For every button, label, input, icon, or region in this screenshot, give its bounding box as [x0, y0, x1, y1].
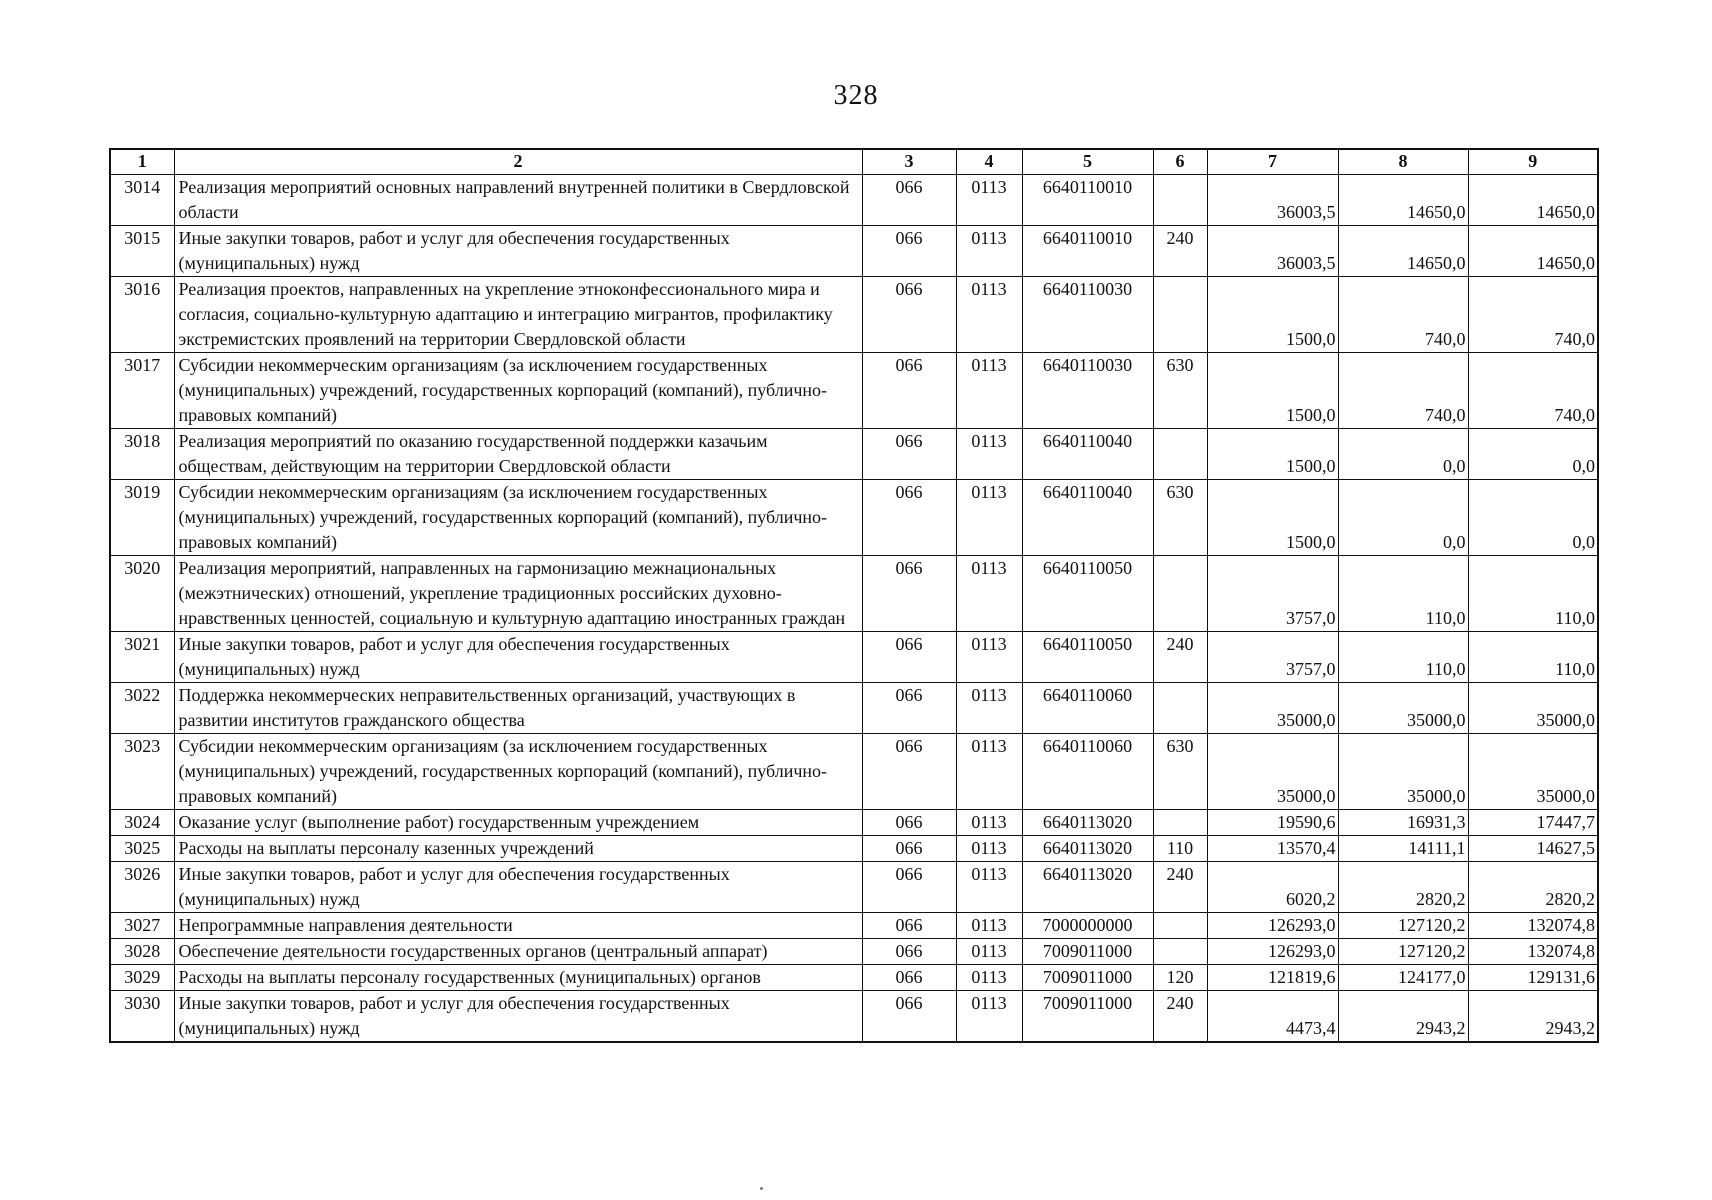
table-row	[110, 353, 1598, 429]
ministry-code: 066	[862, 734, 956, 810]
expense-type-code: 110	[1153, 836, 1207, 862]
amount-col-9: 129131,6	[1468, 965, 1598, 991]
row-number: 3020	[110, 556, 174, 632]
section-code: 0113	[956, 810, 1022, 836]
amount-col-9: 14627,5	[1468, 836, 1598, 862]
table-row	[110, 480, 1598, 556]
row-number: 3027	[110, 913, 174, 939]
amount-col-8: 127120,2	[1338, 939, 1468, 965]
target-article-code: 6640113020	[1022, 836, 1153, 862]
row-number: 3028	[110, 939, 174, 965]
table-row	[110, 862, 1598, 913]
target-article-code: 6640110010	[1022, 175, 1153, 226]
table-row	[110, 810, 1598, 836]
row-description: Оказание услуг (выполнение работ) государственным учреждением	[174, 810, 862, 836]
expense-type-code: 240	[1153, 632, 1207, 683]
expense-type-code	[1153, 683, 1207, 734]
expense-type-code: 240	[1153, 862, 1207, 913]
ministry-code: 066	[862, 862, 956, 913]
amount-col-9: 35000,0	[1468, 683, 1598, 734]
amount-col-7: 36003,5	[1207, 175, 1338, 226]
row-number: 3015	[110, 226, 174, 277]
expense-type-code: 630	[1153, 353, 1207, 429]
section-code: 0113	[956, 480, 1022, 556]
amount-col-9: 0,0	[1468, 429, 1598, 480]
table-row	[110, 836, 1598, 862]
target-article-code: 6640110040	[1022, 480, 1153, 556]
ministry-code: 066	[862, 965, 956, 991]
row-description: Непрограммные направления деятельности	[174, 913, 862, 939]
target-article-code: 6640110010	[1022, 226, 1153, 277]
row-number: 3016	[110, 277, 174, 353]
amount-col-7: 126293,0	[1207, 939, 1338, 965]
amount-col-9: 132074,8	[1468, 939, 1598, 965]
expense-type-code: 630	[1153, 734, 1207, 810]
amount-col-8: 2943,2	[1338, 991, 1468, 1043]
target-article-code: 6640110060	[1022, 734, 1153, 810]
table-row	[110, 277, 1598, 353]
expense-type-code	[1153, 277, 1207, 353]
amount-col-7: 121819,6	[1207, 965, 1338, 991]
row-description: Реализация мероприятий основных направлений внутренней политики в Свердловской области	[174, 175, 862, 226]
amount-col-7: 35000,0	[1207, 734, 1338, 810]
row-description: Реализация мероприятий, направленных на гармонизацию межнациональных (межэтнических) отношений, укрепление традиционных российских духовно-нравственных ценностей, социальную и культурную адаптацию иностранных граждан	[174, 556, 862, 632]
table-row	[110, 556, 1598, 632]
row-description: Реализация мероприятий по оказанию государственной поддержки казачьим обществам, действующим на территории Свердловской области	[174, 429, 862, 480]
row-number: 3026	[110, 862, 174, 913]
amount-col-7: 1500,0	[1207, 480, 1338, 556]
section-code: 0113	[956, 939, 1022, 965]
amount-col-9: 2943,2	[1468, 991, 1598, 1043]
expense-type-code: 240	[1153, 991, 1207, 1043]
row-description: Субсидии некоммерческим организациям (за исключением государственных (муниципальных) учреждений, государственных корпораций (компаний), публично-правовых компаний)	[174, 734, 862, 810]
amount-col-9: 2820,2	[1468, 862, 1598, 913]
ministry-code: 066	[862, 353, 956, 429]
target-article-code: 6640113020	[1022, 810, 1153, 836]
expense-type-code: 240	[1153, 226, 1207, 277]
section-code: 0113	[956, 556, 1022, 632]
row-description: Иные закупки товаров, работ и услуг для обеспечения государственных (муниципальных) нужд	[174, 862, 862, 913]
section-code: 0113	[956, 226, 1022, 277]
amount-col-9: 17447,7	[1468, 810, 1598, 836]
table-row	[110, 991, 1598, 1043]
row-number: 3017	[110, 353, 174, 429]
row-description: Расходы на выплаты персоналу государственных (муниципальных) органов	[174, 965, 862, 991]
scan-artifact-dot	[760, 1187, 763, 1190]
section-code: 0113	[956, 862, 1022, 913]
target-article-code: 6640110040	[1022, 429, 1153, 480]
expense-type-code: 120	[1153, 965, 1207, 991]
row-description: Поддержка некоммерческих неправительственных организаций, участвующих в развитии институтов гражданского общества	[174, 683, 862, 734]
row-description: Реализация проектов, направленных на укрепление этноконфессионального мира и согласия, социально-культурную адаптацию и интеграцию мигрантов, профилактику экстремистских проявлений на территории Свердловской области	[174, 277, 862, 353]
amount-col-7: 6020,2	[1207, 862, 1338, 913]
amount-col-7: 19590,6	[1207, 810, 1338, 836]
row-description: Расходы на выплаты персоналу казенных учреждений	[174, 836, 862, 862]
table-row	[110, 913, 1598, 939]
expense-type-code	[1153, 913, 1207, 939]
amount-col-9: 740,0	[1468, 353, 1598, 429]
section-code: 0113	[956, 991, 1022, 1043]
expense-type-code	[1153, 939, 1207, 965]
table-row	[110, 683, 1598, 734]
ministry-code: 066	[862, 991, 956, 1043]
amount-col-8: 0,0	[1338, 429, 1468, 480]
amount-col-9: 14650,0	[1468, 175, 1598, 226]
col-header-7: 7	[1207, 149, 1338, 175]
amount-col-7: 3757,0	[1207, 632, 1338, 683]
col-header-9: 9	[1468, 149, 1598, 175]
target-article-code: 6640110030	[1022, 353, 1153, 429]
amount-col-8: 110,0	[1338, 556, 1468, 632]
col-header-1: 1	[110, 149, 174, 175]
amount-col-9: 14650,0	[1468, 226, 1598, 277]
col-header-2: 2	[174, 149, 862, 175]
ministry-code: 066	[862, 226, 956, 277]
amount-col-7: 3757,0	[1207, 556, 1338, 632]
amount-col-9: 110,0	[1468, 632, 1598, 683]
col-header-6: 6	[1153, 149, 1207, 175]
target-article-code: 7009011000	[1022, 991, 1153, 1043]
amount-col-8: 740,0	[1338, 277, 1468, 353]
target-article-code: 6640110050	[1022, 556, 1153, 632]
amount-col-8: 2820,2	[1338, 862, 1468, 913]
expense-type-code	[1153, 810, 1207, 836]
amount-col-8: 740,0	[1338, 353, 1468, 429]
row-description: Иные закупки товаров, работ и услуг для обеспечения государственных (муниципальных) нужд	[174, 991, 862, 1043]
amount-col-7: 13570,4	[1207, 836, 1338, 862]
amount-col-7: 4473,4	[1207, 991, 1338, 1043]
row-description: Обеспечение деятельности государственных органов (центральный аппарат)	[174, 939, 862, 965]
target-article-code: 6640110060	[1022, 683, 1153, 734]
amount-col-7: 1500,0	[1207, 277, 1338, 353]
row-number: 3014	[110, 175, 174, 226]
ministry-code: 066	[862, 556, 956, 632]
expense-type-code	[1153, 175, 1207, 226]
target-article-code: 7000000000	[1022, 913, 1153, 939]
section-code: 0113	[956, 632, 1022, 683]
amount-col-8: 0,0	[1338, 480, 1468, 556]
row-description: Субсидии некоммерческим организациям (за исключением государственных (муниципальных) учреждений, государственных корпораций (компаний), публично-правовых компаний)	[174, 353, 862, 429]
section-code: 0113	[956, 175, 1022, 226]
row-number: 3018	[110, 429, 174, 480]
section-code: 0113	[956, 277, 1022, 353]
expense-type-code	[1153, 556, 1207, 632]
row-number: 3029	[110, 965, 174, 991]
target-article-code: 6640110050	[1022, 632, 1153, 683]
budget-table	[109, 148, 1599, 1043]
table-body	[110, 175, 1598, 1043]
amount-col-8: 14650,0	[1338, 175, 1468, 226]
table-row	[110, 965, 1598, 991]
target-article-code: 7009011000	[1022, 939, 1153, 965]
col-header-4: 4	[956, 149, 1022, 175]
amount-col-7: 36003,5	[1207, 226, 1338, 277]
amount-col-8: 35000,0	[1338, 734, 1468, 810]
table-row	[110, 429, 1598, 480]
amount-col-8: 14111,1	[1338, 836, 1468, 862]
row-number: 3025	[110, 836, 174, 862]
amount-col-8: 16931,3	[1338, 810, 1468, 836]
row-number: 3022	[110, 683, 174, 734]
ministry-code: 066	[862, 277, 956, 353]
amount-col-8: 35000,0	[1338, 683, 1468, 734]
amount-col-9: 740,0	[1468, 277, 1598, 353]
amount-col-9: 0,0	[1468, 480, 1598, 556]
table-row	[110, 226, 1598, 277]
page-number: 328	[833, 80, 879, 111]
row-number: 3023	[110, 734, 174, 810]
amount-col-8: 124177,0	[1338, 965, 1468, 991]
amount-col-9: 132074,8	[1468, 913, 1598, 939]
section-code: 0113	[956, 965, 1022, 991]
section-code: 0113	[956, 353, 1022, 429]
table-row	[110, 175, 1598, 226]
ministry-code: 066	[862, 683, 956, 734]
amount-col-8: 110,0	[1338, 632, 1468, 683]
row-description: Иные закупки товаров, работ и услуг для обеспечения государственных (муниципальных) нужд	[174, 632, 862, 683]
row-number: 3024	[110, 810, 174, 836]
row-description: Субсидии некоммерческим организациям (за исключением государственных (муниципальных) учреждений, государственных корпораций (компаний), публично-правовых компаний)	[174, 480, 862, 556]
expense-type-code	[1153, 429, 1207, 480]
ministry-code: 066	[862, 175, 956, 226]
ministry-code: 066	[862, 632, 956, 683]
section-code: 0113	[956, 429, 1022, 480]
target-article-code: 6640110030	[1022, 277, 1153, 353]
ministry-code: 066	[862, 939, 956, 965]
table-row	[110, 939, 1598, 965]
section-code: 0113	[956, 734, 1022, 810]
amount-col-8: 127120,2	[1338, 913, 1468, 939]
row-number: 3030	[110, 991, 174, 1043]
row-number: 3019	[110, 480, 174, 556]
col-header-3: 3	[862, 149, 956, 175]
target-article-code: 6640113020	[1022, 862, 1153, 913]
table-row	[110, 734, 1598, 810]
expense-type-code: 630	[1153, 480, 1207, 556]
col-header-8: 8	[1338, 149, 1468, 175]
amount-col-7: 1500,0	[1207, 353, 1338, 429]
ministry-code: 066	[862, 810, 956, 836]
amount-col-9: 35000,0	[1468, 734, 1598, 810]
row-description: Иные закупки товаров, работ и услуг для обеспечения государственных (муниципальных) нужд	[174, 226, 862, 277]
target-article-code: 7009011000	[1022, 965, 1153, 991]
ministry-code: 066	[862, 480, 956, 556]
amount-col-7: 1500,0	[1207, 429, 1338, 480]
ministry-code: 066	[862, 836, 956, 862]
row-number: 3021	[110, 632, 174, 683]
section-code: 0113	[956, 836, 1022, 862]
amount-col-7: 35000,0	[1207, 683, 1338, 734]
section-code: 0113	[956, 913, 1022, 939]
col-header-5: 5	[1022, 149, 1153, 175]
table-row	[110, 632, 1598, 683]
amount-col-9: 110,0	[1468, 556, 1598, 632]
amount-col-7: 126293,0	[1207, 913, 1338, 939]
ministry-code: 066	[862, 913, 956, 939]
amount-col-8: 14650,0	[1338, 226, 1468, 277]
ministry-code: 066	[862, 429, 956, 480]
header-row	[110, 149, 1598, 175]
section-code: 0113	[956, 683, 1022, 734]
